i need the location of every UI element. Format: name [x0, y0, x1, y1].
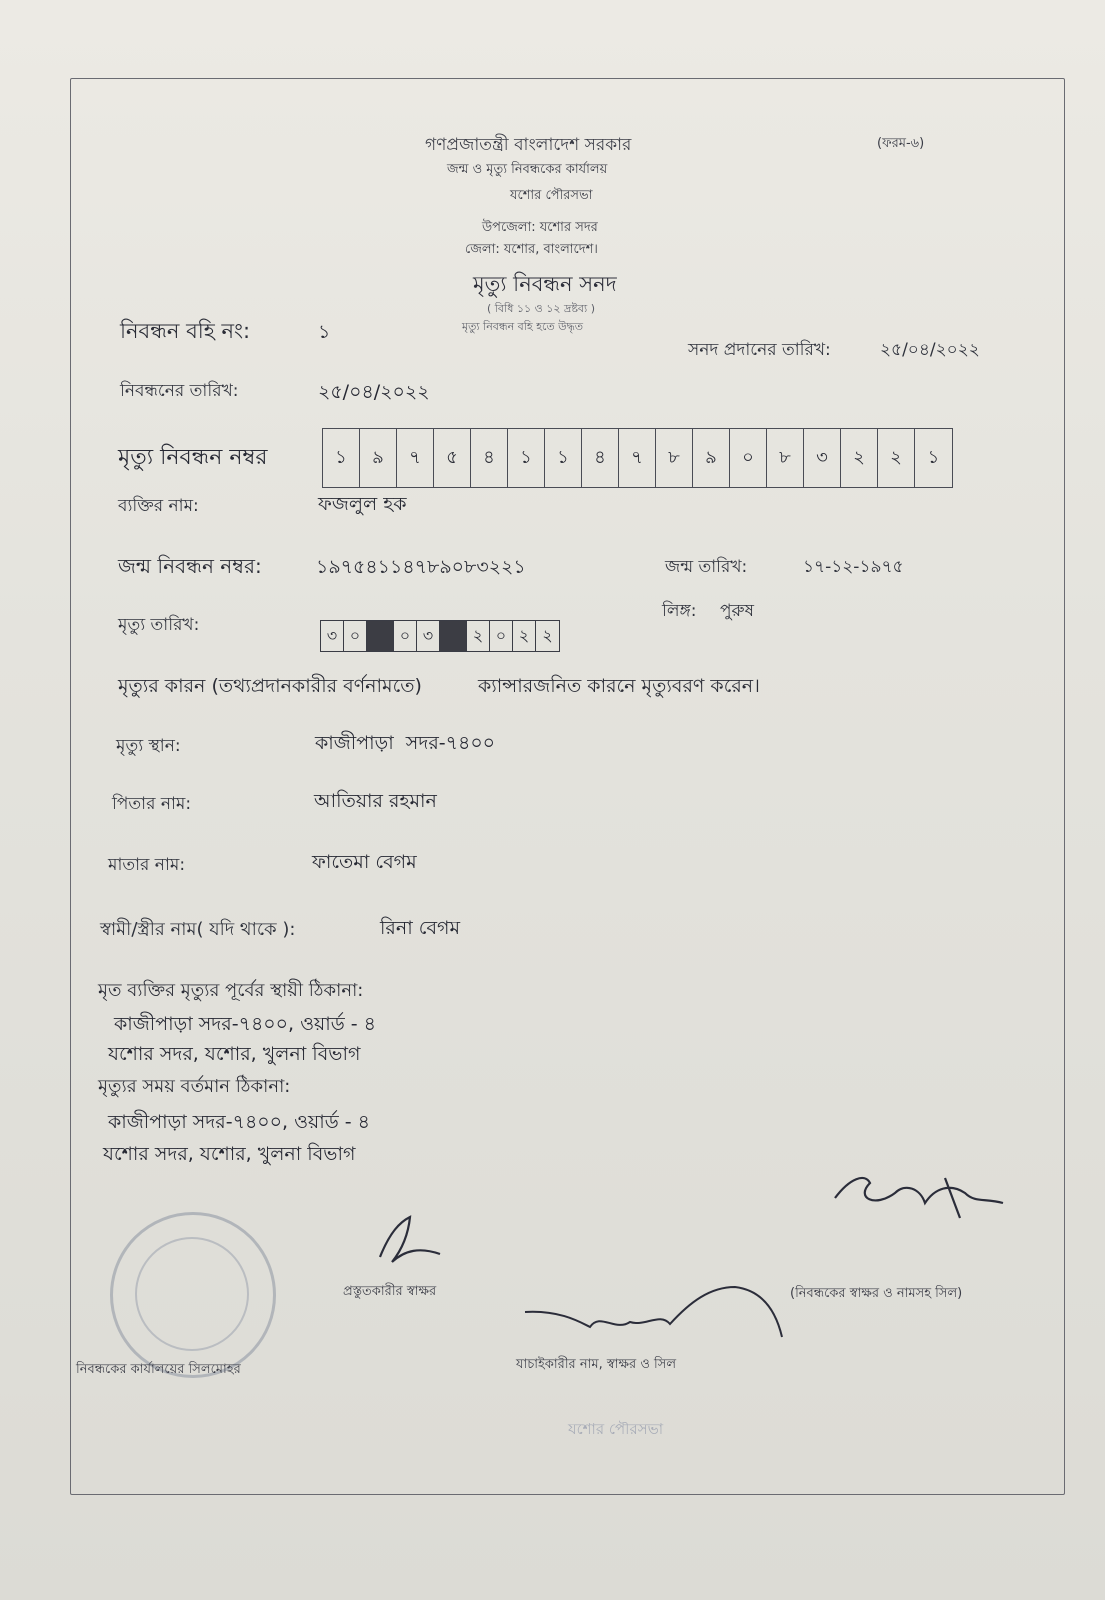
- death-registration-number-grid: [322, 428, 953, 488]
- death-registration-digit: ৪: [582, 429, 619, 487]
- verifier-signature-label: যাচাইকারীর নাম, স্বাক্ষর ও সিল: [516, 1357, 677, 1372]
- death-cause-label: মৃত্যুর কারন (তথ্যপ্রদানকারীর বর্ণনামতে): [118, 675, 422, 697]
- death-date-digit: ০: [344, 621, 367, 651]
- current-address-line1: কাজীপাড়া সদর-৭৪০০, ওয়ার্ড - ৪: [108, 1111, 371, 1133]
- death-registration-digit: ১: [508, 429, 545, 487]
- government-heading: গণপ্রজাতন্ত্রী বাংলাদেশ সরকার: [425, 135, 632, 155]
- birth-registration-label: জন্ম নিবন্ধন নম্বর:: [118, 554, 262, 578]
- preparer-signature-label: প্রস্তুতকারীর স্বাক্ষর: [343, 1284, 437, 1299]
- death-place-value: কাজীপাড়া সদর-৭৪০০: [315, 732, 496, 754]
- permanent-address-line1: কাজীপাড়া সদর-৭৪০০, ওয়ার্ড - ৪: [114, 1013, 377, 1035]
- registration-date-label: নিবন্ধনের তারিখ:: [120, 381, 239, 401]
- death-date-digit: ২: [542, 625, 553, 645]
- form-number: (ফরম-৬): [877, 136, 925, 151]
- death-date-digit: ০: [490, 621, 513, 651]
- birth-date-label: জন্ম তারিখ:: [665, 557, 748, 577]
- birth-date-value: ১৭-১২-১৯৭৫: [803, 557, 904, 577]
- death-date-separator: [440, 621, 467, 651]
- gender-value: পুরুষ: [720, 601, 754, 621]
- document-title: মৃত্যু নিবন্ধন সনদ: [473, 272, 617, 296]
- office-heading: জন্ম ও মৃত্যু নিবন্ধকের কার্যালয়: [447, 162, 608, 177]
- death-registration-digit: ০: [730, 429, 767, 487]
- death-date-digit: ৩: [417, 621, 440, 651]
- death-registration-digit: ৫: [434, 429, 471, 487]
- district-line: জেলা: যশোর, বাংলাদেশ।: [465, 242, 598, 257]
- person-name-label: ব্যক্তির নাম:: [118, 496, 199, 516]
- father-name-label: পিতার নাম:: [112, 794, 192, 814]
- death-date-digit: ২: [467, 621, 490, 651]
- death-date-separator: [367, 621, 394, 651]
- book-number-value: ১: [318, 321, 331, 343]
- death-registration-digit: ৪: [471, 429, 508, 487]
- permanent-address-line2: যশোর সদর, যশোর, খুলনা বিভাগ: [108, 1043, 361, 1065]
- death-registration-digit: ২: [841, 429, 878, 487]
- death-registration-digit: ৯: [693, 429, 730, 487]
- death-registration-digit: ৯: [360, 429, 397, 487]
- death-registration-digit: ১: [927, 446, 940, 468]
- gender-label: লিঙ্গ:: [662, 601, 697, 621]
- death-registration-digit: ১: [545, 429, 582, 487]
- preparer-signature: [370, 1212, 450, 1272]
- death-date-label: মৃত্যু তারিখ:: [118, 615, 200, 635]
- father-name-value: আতিয়ার রহমান: [314, 790, 437, 812]
- death-registration-digit: ৮: [656, 429, 693, 487]
- person-name-value: ফজলুল হক: [318, 493, 407, 515]
- mother-name-label: মাতার নাম:: [108, 855, 186, 875]
- registration-date-value: ২৫/০৪/২০২২: [318, 381, 430, 403]
- death-registration-number-label: মৃত্যু নিবন্ধন নম্বর: [118, 445, 268, 470]
- verifier-signature: [520, 1282, 790, 1352]
- death-cause-value: ক্যান্সারজনিত কারনে মৃত্যুবরণ করেন।: [478, 675, 760, 697]
- death-registration-digit: ১: [323, 429, 360, 487]
- death-registration-digit: ৮: [767, 429, 804, 487]
- permanent-address-label: মৃত ব্যক্তির মৃত্যুর পূর্বের স্থায়ী ঠিকানা:: [98, 980, 364, 1001]
- registrar-signature-label: (নিবন্ধকের স্বাক্ষর ও নামসহ সিল): [790, 1286, 963, 1301]
- office-seal-stamp: [110, 1212, 276, 1378]
- death-registration-digit: ৩: [804, 429, 841, 487]
- issue-date-value: ২৫/০৪/২০২২: [880, 340, 980, 360]
- birth-registration-value: ১৯৭৫৪১১৪৭৮৯০৮৩২২১: [316, 556, 526, 578]
- death-registration-digit: ৭: [397, 429, 434, 487]
- death-date-grid: [320, 620, 560, 652]
- office-seal-label: নিবন্ধকের কার্যালয়ের সিলমোহর: [76, 1362, 241, 1377]
- municipality-heading: যশোর পৌরসভা: [510, 188, 593, 203]
- verifier-faded-stamp: যশোর পৌরসভা: [568, 1420, 664, 1438]
- current-address-label: মৃত্যুর সময় বর্তমান ঠিকানা:: [98, 1076, 291, 1097]
- upazila-line: উপজেলা: যশোর সদর: [482, 220, 598, 235]
- death-date-digit: ২: [513, 621, 536, 651]
- death-registration-digit: ৭: [619, 429, 656, 487]
- death-date-digit: ০: [394, 621, 417, 651]
- spouse-name-value: রিনা বেগম: [380, 917, 461, 939]
- spouse-name-label: স্বামী/স্ত্রীর নাম( যদি থাকে ):: [100, 919, 296, 940]
- registrar-signature: [825, 1158, 1010, 1238]
- book-extract-note: মৃত্যু নিবন্ধন বহি হতে উদ্ধৃত: [462, 320, 584, 333]
- issue-date-label: সনদ প্রদানের তারিখ:: [688, 340, 831, 360]
- death-date-digit: ৩: [321, 621, 344, 651]
- mother-name-value: ফাতেমা বেগম: [312, 851, 417, 873]
- death-registration-digit: ২: [878, 429, 915, 487]
- book-number-label: নিবন্ধন বহি নং:: [120, 319, 251, 343]
- death-place-label: মৃত্যু স্থান:: [116, 736, 181, 756]
- current-address-line2: যশোর সদর, যশোর, খুলনা বিভাগ: [103, 1143, 356, 1165]
- rule-reference: ( বিধি ১১ ও ১২ দ্রষ্টব্য ): [487, 302, 596, 315]
